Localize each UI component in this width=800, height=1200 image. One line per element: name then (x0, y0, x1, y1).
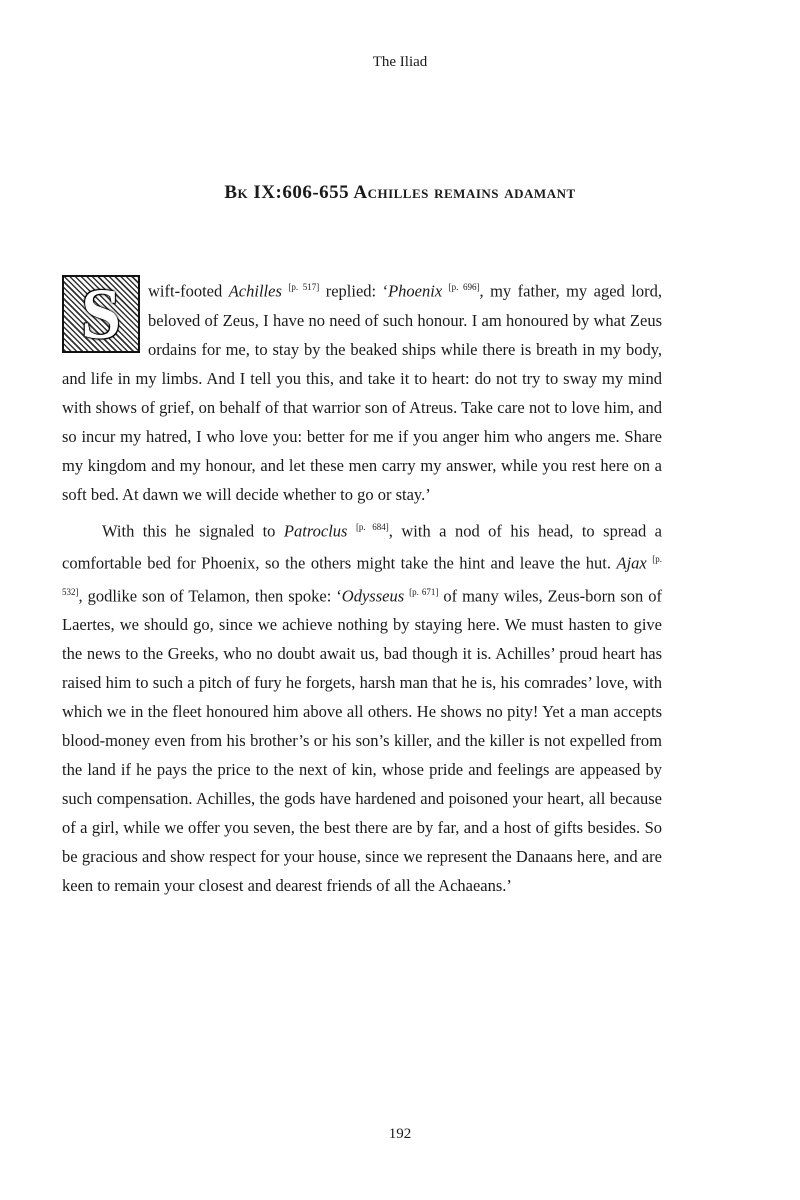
dropcap-letter: S (80, 274, 122, 354)
paragraph-1 (62, 273, 662, 509)
page-reference: [p. 671] (409, 586, 439, 597)
character-name: Ajax (616, 553, 647, 573)
page-reference: [p. 696] (448, 282, 480, 292)
running-head: The Iliad (372, 54, 428, 70)
body-text (62, 273, 662, 900)
page-number: 192 (388, 1126, 412, 1142)
paragraph-text: With this he signaled to (102, 521, 284, 540)
dropcap-ornament (62, 275, 140, 353)
paragraph-text: , godlike son of Telamon, then spoke: ‘ (78, 586, 342, 605)
character-name: Patroclus (283, 521, 348, 540)
paragraph-text: replied: ‘ (319, 281, 389, 301)
character-name: Achilles (228, 281, 282, 301)
paragraph-text: wift-footed (148, 281, 229, 301)
page-reference: [p. 517] (288, 282, 320, 292)
paragraph-2 (62, 513, 662, 901)
chapter-title: Bk IX:606-655 Achilles remains adamant (224, 182, 576, 203)
character-name: Odysseus (341, 586, 405, 605)
paragraph-text: of many wiles, Zeus-born son of Laertes, we should go, since we achieve nothing by staying here. We must hasten to give the news to the Greeks, who no doubt await us, bad though it is. Achilles’ proud heart has raised him to such a pitch of fury he forgets, harsh man that he is, his comrades’ love, with which we in the fleet honoured him above all others. He shows no pity! Yet a man accepts blood-money even from his brother’s or his son’s killer, and the killer is not expelled from the land if he pays the price to the next of kin, whose pride and feelings are appeased by such compensation. Achilles, the gods have hardened and poisoned your heart, all because of a girl, while we offer you seven, the best there are by far, and a host of gifts besides. So be gracious and show respect for your house, since we represent the Danaans here, and are keen to remain your closest and dearest friends of all the Achaeans.’ (62, 586, 663, 895)
page-reference: [p. 684] (355, 521, 389, 532)
paragraph-text: , with a nod of his head, to spread a comfortable bed for Phoenix, so the others might take the hint and leave the hut. (62, 521, 662, 573)
paragraph-text: , my father, my aged lord, beloved of Zeus, I have no need of such honour. I am honoured by what Zeus ordains for me, to stay by the beaked ships while there is breath in my body, and life in my limbs. And I tell you this, and take it to heart: do not try to sway my mind with shows of grief, on behalf of that warrior son of Atreus. Take care not to love him, and so incur my hatred, I who love you: better for me if you anger him who angers me. Share my kingdom and my honour, and let these men carry my answer, while you rest here on a soft bed. At dawn we will decide whether to go or stay.’ (62, 281, 662, 504)
character-name: Phoenix (388, 281, 443, 301)
page-reference: [p. 532] (62, 554, 663, 597)
